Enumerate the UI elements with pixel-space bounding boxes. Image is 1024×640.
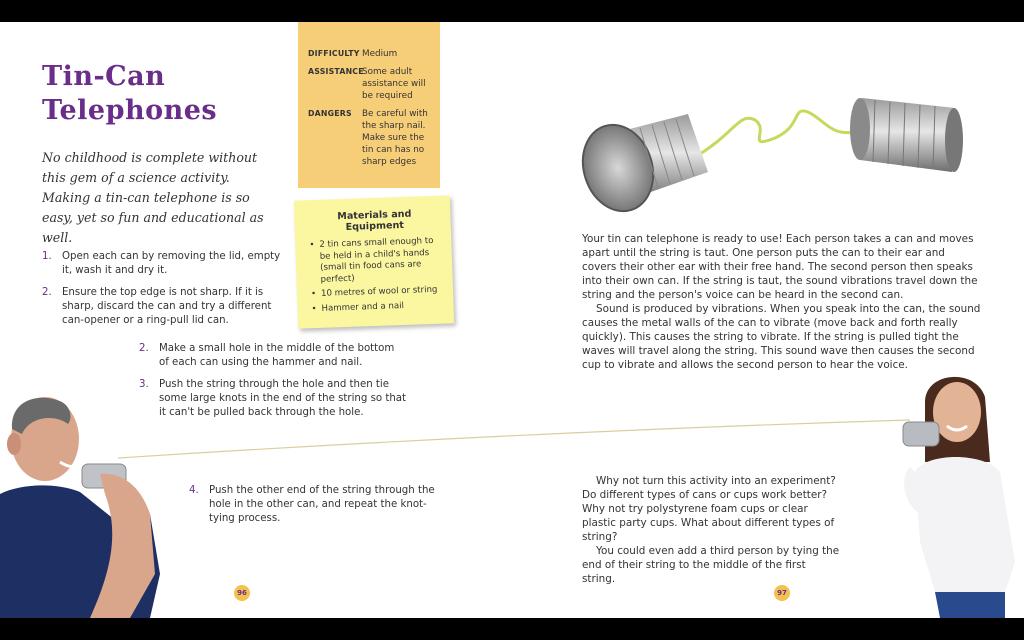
assistance-value: Some adult assistance will be required <box>362 67 426 101</box>
step-item <box>139 342 401 370</box>
girl-with-can-image <box>895 362 1024 618</box>
dangers-row <box>308 108 430 168</box>
experiment-paragraph-1: Why not turn this activity into an experiment? Do different types of cans or cups work better? Why not try polystyrene foam cups or clear plastic party cups. What about different types of string? <box>582 475 836 543</box>
step-text: Push the other end of the string through the hole in the other can, and repeat the knot-tying process. <box>209 485 435 524</box>
step-text: Make a small hole in the middle of the bottom of each can using the hammer and nail. <box>159 343 395 368</box>
materials-title: Materials and Equipment <box>337 208 412 233</box>
step-item <box>189 484 443 526</box>
step-number: 4. <box>189 485 199 496</box>
difficulty-value: Medium <box>362 49 398 59</box>
dangers-label: DANGERS <box>308 109 352 118</box>
materials-item: • 2 tin cans small enough to be held in a child's hands (small tin food cans are perfect) <box>309 236 443 287</box>
title-line-1: Tin-Can <box>42 61 166 92</box>
materials-item: • 10 metres of wool or string <box>311 285 443 301</box>
explanation-text <box>582 232 982 372</box>
bottom-letterbox-bar <box>0 618 1024 640</box>
experiment-text <box>582 474 842 586</box>
page-title <box>42 60 217 128</box>
assistance-label: ASSISTANCE <box>308 67 364 76</box>
info-box <box>298 22 440 188</box>
assistance-row <box>308 66 430 102</box>
step-number: 2. <box>139 343 149 354</box>
materials-note <box>294 195 454 328</box>
step-number: 1. <box>42 251 52 262</box>
difficulty-row <box>308 48 430 60</box>
step-number: 2. <box>42 287 52 298</box>
step-item <box>139 378 409 420</box>
step-item <box>42 250 282 278</box>
step-text: Ensure the top edge is not sharp. If it is sharp, discard the can and try a different can-opener or a ring-pull lid can. <box>62 287 272 326</box>
explanation-paragraph-1: Your tin can telephone is ready to use! Each person takes a can and moves apart until the string is taut. One person puts the can to their ear and covers their other ear with their free hand. The second person then speaks into their own can. If the string is taut, the sound vibrations travel down the string and the person's voice can be heard in the second can. <box>582 233 978 301</box>
difficulty-label: DIFFICULTY <box>308 49 360 58</box>
man-with-can-image <box>0 374 170 618</box>
step-number: 3. <box>139 379 149 390</box>
step-text: Push the string through the hole and then tie some large knots in the end of the string so that it can't be pulled back through the hole. <box>159 379 407 418</box>
top-letterbox-bar <box>0 0 1024 22</box>
title-line-2: Telephones <box>42 95 218 126</box>
materials-list <box>309 236 444 316</box>
step-item <box>42 286 282 328</box>
experiment-paragraph-2: You could even add a third person by tying the end of their string to the middle of the first string. <box>582 545 840 585</box>
explanation-paragraph-2: Sound is produced by vibrations. When you speak into the can, the sound causes the metal walls of the can to vibrate (move back and forth really quickly). This causes the string to vibrate. If the string is pulled tight the waves will travel along the string. This sound wave then causes the second cup to vibrate and allows the second person to hear the voice. <box>582 303 981 371</box>
dangers-value: Be careful with the sharp nail. Make sure the tin can has no sharp edges <box>362 109 428 167</box>
page-number-right: 97 <box>774 585 790 601</box>
tin-cans-image <box>570 62 1010 237</box>
book-spread <box>0 22 1024 618</box>
page-number-left: 96 <box>234 585 250 601</box>
materials-item: • Hammer and a nail <box>311 299 443 315</box>
step-text: Open each can by removing the lid, empty it, wash it and dry it. <box>62 251 281 276</box>
intro-paragraph: No childhood is complete without this gem of a science activity. Making a tin-can telephone is so easy, yet so fun and educational as well. <box>42 150 264 245</box>
